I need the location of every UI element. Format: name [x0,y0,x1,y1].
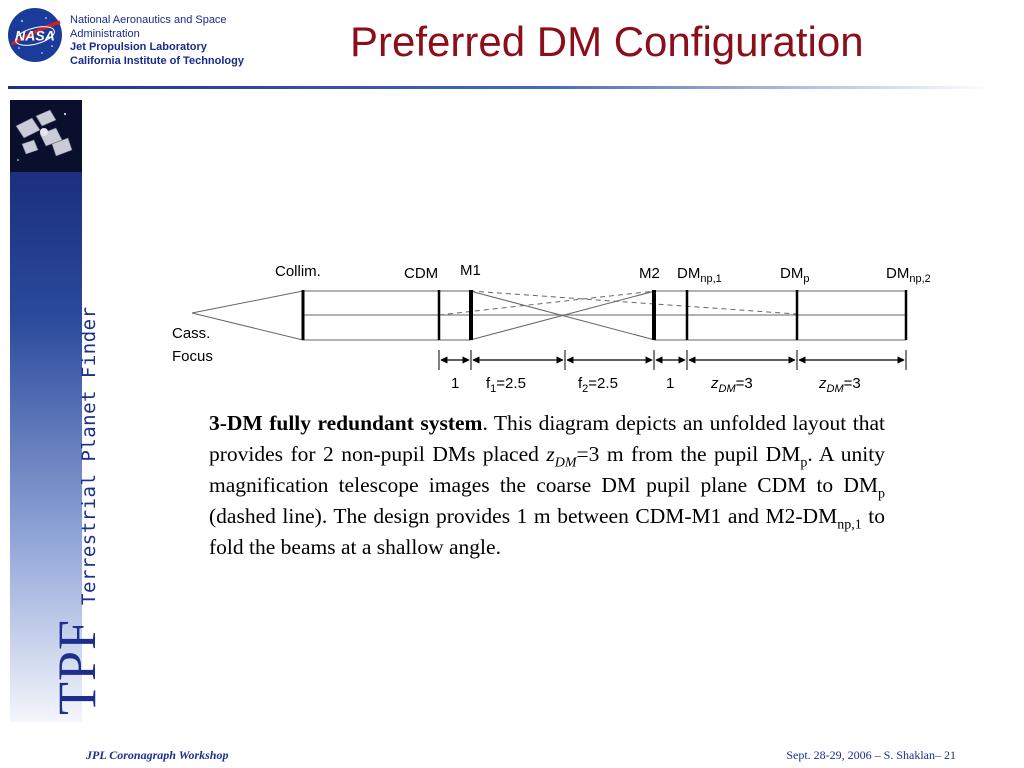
org-line-4: California Institute of Technology [70,54,244,67]
para-p-sub: p [800,455,808,471]
footer-right: Sept. 28-29, 2006 – S. Shaklan– 21 [786,748,956,762]
footer-left: JPL Coronagraph Workshop [86,748,229,762]
optical-layout-diagram [160,250,960,400]
tpf-abbreviation: TPF [47,618,107,715]
para-text-4: (dashed line). The design provides 1 m between CDM-M1 and M2-DM [209,504,838,528]
label-dm-p: $DM_p$ [780,265,810,285]
bold-lead: 3-DM fully redundant system [209,411,483,435]
label-m1: M1 [460,262,481,279]
imaging-dashed-2 [470,291,797,314]
org-line-2: Administration [70,27,140,40]
org-block [70,14,244,68]
label-cdm: CDM [404,265,439,282]
label-dm-np2: $DM_{np,2}$ [886,265,931,285]
page-title: Preferred DM Configuration [350,18,864,65]
para-np1-sub: np,1 [837,517,862,533]
para-text-3: . A unity magnification telescope images the coarse DM pupil plane CDM to DM [209,442,885,497]
para-dm-sub: DM [554,455,577,471]
spacing-label-6: $z_{DM}=3$ [819,375,861,395]
beam-top-edge-input [192,291,303,313]
org-line-1: National Aeronautics and Space [70,14,227,26]
spacing-label-2: $f_1=2.5$ [486,375,526,395]
spacing-label-1: 1 [451,375,460,392]
para-text-1: . This diagram depicts an unfolded layout that provides for 2 non-pupil DMs placed [209,411,885,466]
org-line-3: Jet Propulsion Laboratory [70,41,207,53]
label-collim: Collim. [275,263,321,280]
para-p-sub-2: p [878,486,885,502]
spacing-label-3: $f_2=2.5$ [578,375,618,395]
label-dm-np1: $DM_{np,1}$ [677,265,722,285]
para-text-2: =3 m from the pupil DM [576,442,801,466]
telescope-image [10,100,82,172]
spacing-label-5: $z_{DM}=3$ [711,375,753,395]
nasa-logo-text: NASA [15,27,55,44]
tpf-vertical-logo [46,306,108,715]
description-paragraph [209,408,885,563]
nasa-logo [6,6,64,64]
header-divider [8,86,993,89]
para-text-5: to fold the beams at a shallow angle. [209,504,885,559]
spacing-label-4: 1 [666,375,675,392]
label-cass-focus: Cass. Focus [172,325,213,365]
tpf-fullname: Terrestrial Planet Finder [78,306,100,605]
label-m2: M2 [639,265,660,282]
para-z: z [546,442,555,466]
